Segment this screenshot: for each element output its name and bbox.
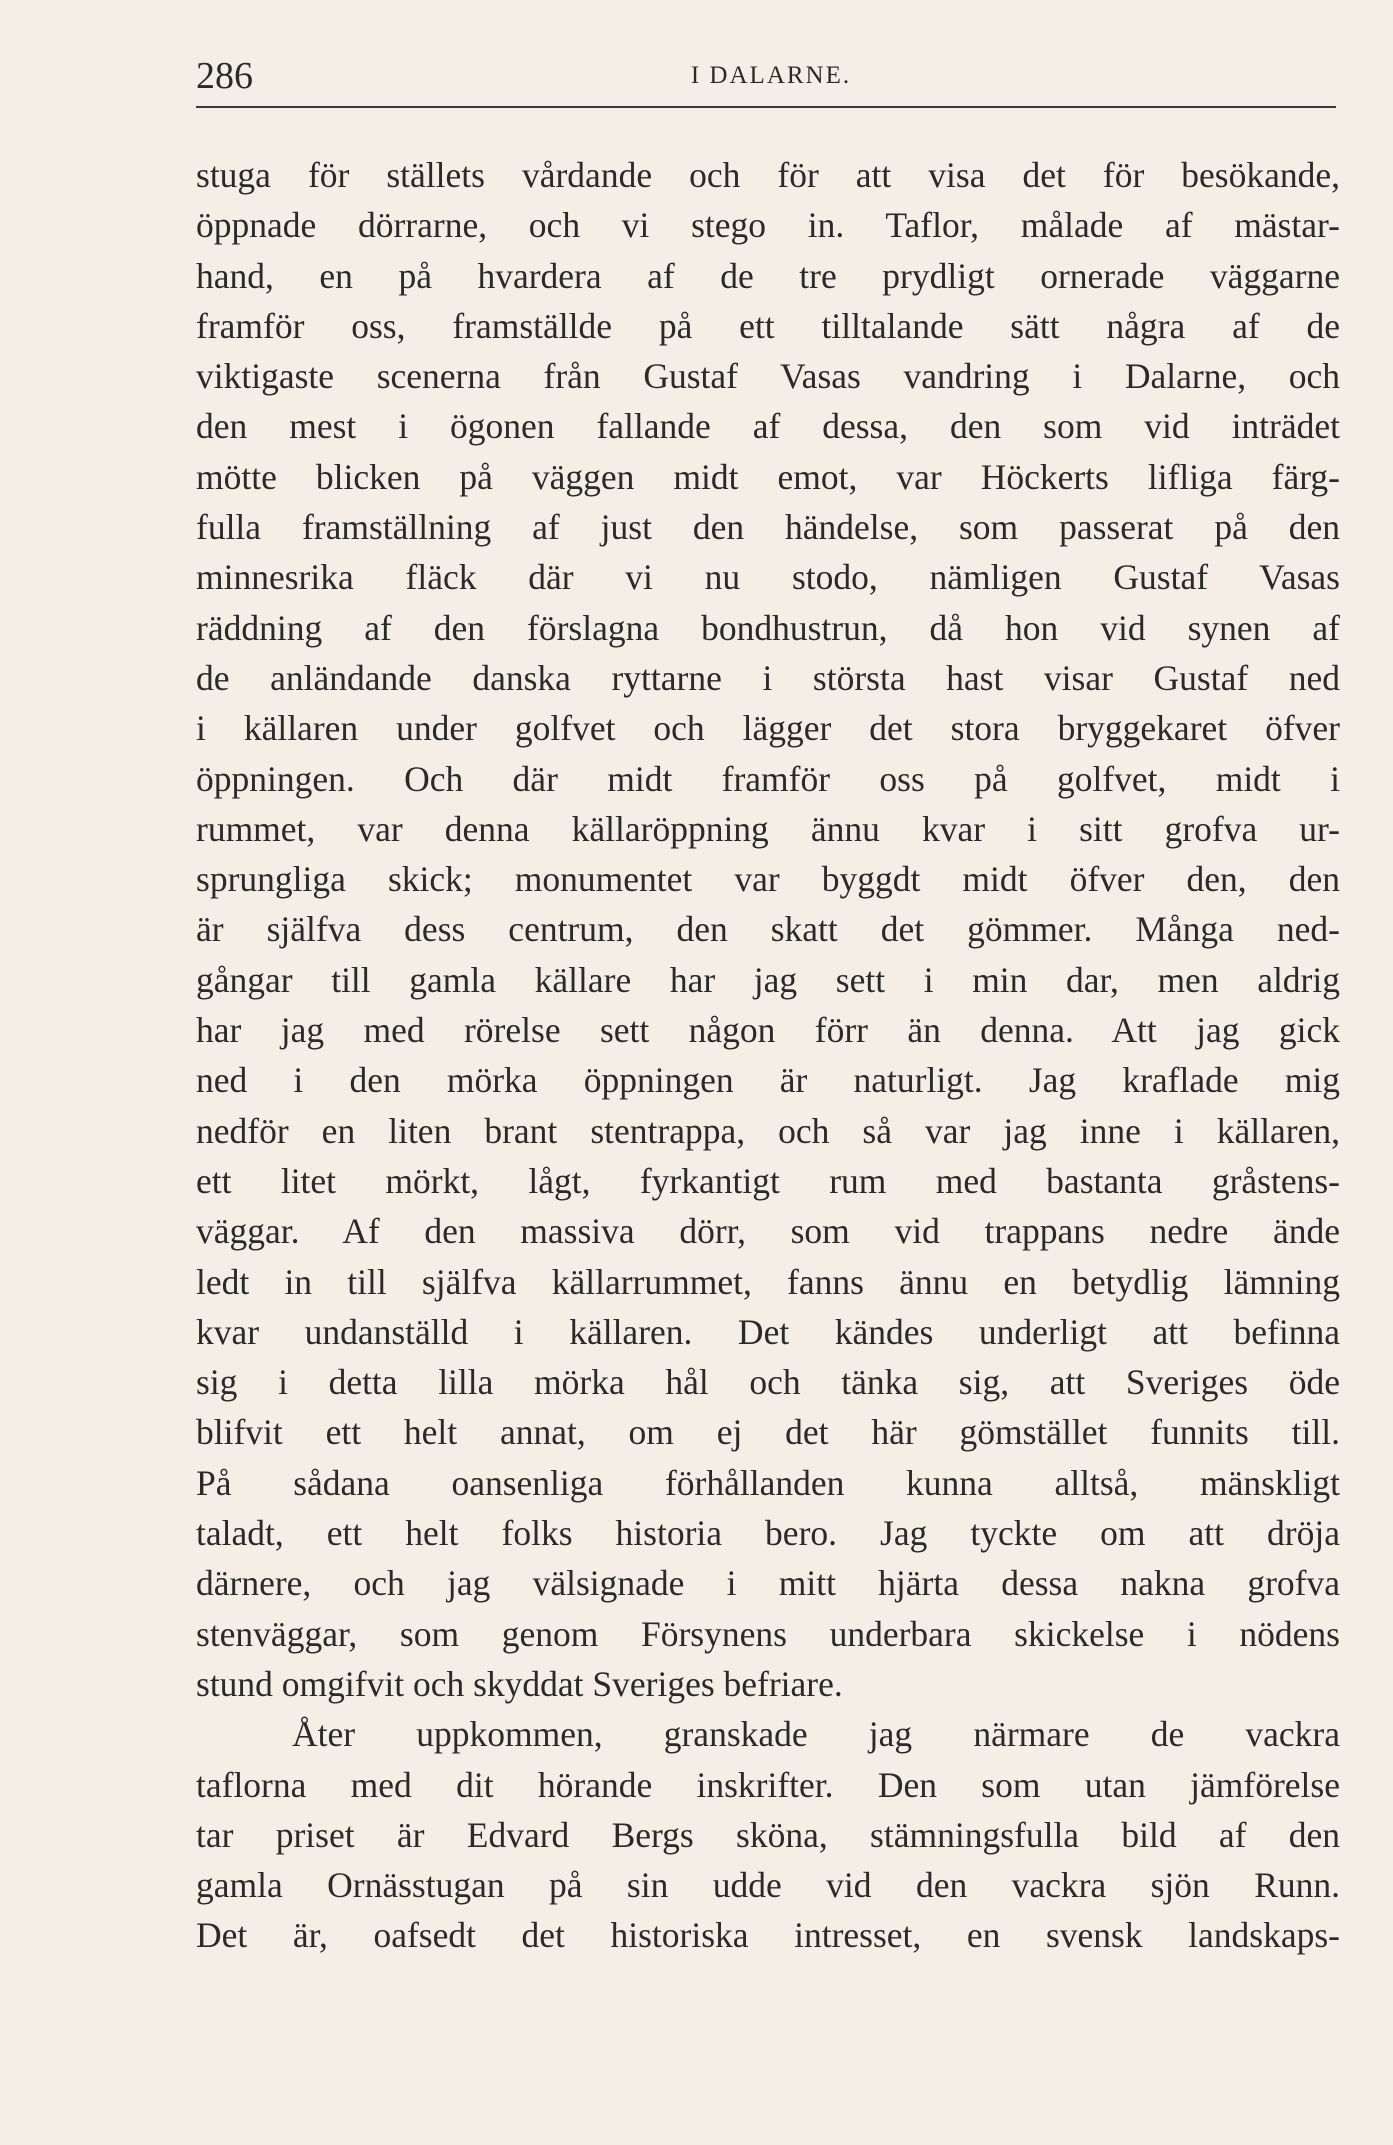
text-line: ett litet mörkt, lågt, fyrkantigt rum med bastanta gråstens- xyxy=(196,1160,1340,1201)
paragraph-start-line: Åter uppkommen, granskade jag närmare de vackra xyxy=(292,1714,1340,1755)
text-line: taladt, ett helt folks historia bero. Jag tyckte om att dröja xyxy=(196,1513,1340,1554)
text-line: gamla Ornässtugan på sin udde vid den vackra sjön Runn. xyxy=(196,1865,1340,1906)
text-line: räddning af den förslagna bondhustrun, då hon vid synen af xyxy=(196,607,1340,648)
page-header xyxy=(196,46,1336,106)
text-line: väggar. Af den massiva dörr, som vid trappans nedre ände xyxy=(196,1211,1340,1252)
text-line: stenväggar, som genom Försynens underbara skickelse i nödens xyxy=(196,1613,1340,1654)
text-line: ledt in till själfva källarrummet, fanns ännu en betydlig lämning xyxy=(196,1261,1340,1302)
text-line: hand, en på hvardera af de tre prydligt ornerade väggarne xyxy=(196,255,1340,296)
text-line: taflorna med dit hörande inskrifter. Den som utan jämförelse xyxy=(196,1764,1340,1805)
text-line: de anländande danska ryttarne i största hast visar Gustaf ned xyxy=(196,657,1340,698)
text-line: gångar till gamla källare har jag sett i min dar, men aldrig xyxy=(196,959,1340,1000)
text-line: tar priset är Edvard Bergs sköna, stämningsfulla bild af den xyxy=(196,1814,1340,1855)
text-line: blifvit ett helt annat, om ej det här gömstället funnits till. xyxy=(196,1412,1340,1453)
text-line: i källaren under golfvet och lägger det stora bryggekaret öfver xyxy=(196,708,1340,749)
text-line: kvar undanställd i källaren. Det kändes underligt att befinna xyxy=(196,1311,1340,1352)
text-line: viktigaste scenerna från Gustaf Vasas vandring i Dalarne, och xyxy=(196,356,1340,397)
text-line: öppningen. Och där midt framför oss på golfvet, midt i xyxy=(196,758,1340,799)
text-line: har jag med rörelse sett någon förr än denna. Att jag gick xyxy=(196,1010,1340,1051)
body-text xyxy=(196,150,1340,1961)
text-line: stuga för ställets vårdande och för att visa det för besökande, xyxy=(196,155,1340,195)
running-title: I DALARNE. xyxy=(690,62,852,89)
text-line: framför oss, framställde på ett tilltalande sätt några af de xyxy=(196,305,1340,346)
text-line: Det är, oafsedt det historiska intresset, en svensk landskaps- xyxy=(196,1915,1340,1956)
text-line: fulla framställning af just den händelse, som passerat på den xyxy=(196,507,1340,548)
text-line: rummet, var denna källaröppning ännu kvar i sitt grofva ur- xyxy=(196,808,1340,849)
text-line: minnesrika fläck där vi nu stodo, nämligen Gustaf Vasas xyxy=(196,557,1340,598)
text-line: mötte blicken på väggen midt emot, var Höckerts lifliga färg- xyxy=(196,456,1340,497)
paragraph-end-line: stund omgifvit och skyddat Sveriges befriare. xyxy=(196,1663,843,1704)
text-line: därnere, och jag välsignade i mitt hjärta dessa nakna grofva xyxy=(196,1563,1340,1604)
text-line: den mest i ögonen fallande af dessa, den som vid inträdet xyxy=(196,406,1340,447)
text-line: nedför en liten brant stentrappa, och så var jag inne i källaren, xyxy=(196,1110,1340,1151)
page-number: 286 xyxy=(196,55,253,97)
text-line: sig i detta lilla mörka hål och tänka sig, att Sveriges öde xyxy=(196,1362,1340,1403)
text-line: På sådana oansenliga förhållanden kunna alltså, mänskligt xyxy=(196,1462,1340,1503)
text-line: öppnade dörrarne, och vi stego in. Taflor, målade af mästar- xyxy=(196,205,1340,246)
text-line: ned i den mörka öppningen är naturligt. Jag kraflade mig xyxy=(196,1060,1340,1101)
header-rule xyxy=(196,106,1336,108)
text-line: är själfva dess centrum, den skatt det gömmer. Många ned- xyxy=(196,909,1340,950)
text-line: sprungliga skick; monumentet var byggdt midt öfver den, den xyxy=(196,859,1340,900)
